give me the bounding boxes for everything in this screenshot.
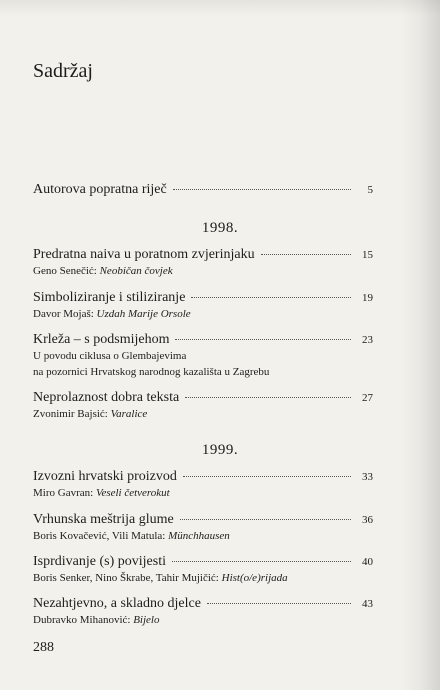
toc-entry-work: Hist(o/e)rijada — [221, 572, 288, 584]
toc-entry-work: Bijelo — [133, 614, 160, 626]
toc-entry — [33, 554, 373, 586]
toc-entry-title: Krleža – s podsmijehom — [33, 332, 170, 347]
toc-entry-page: 36 — [362, 514, 373, 526]
toc-entry-page: 23 — [362, 334, 373, 346]
toc-entry-intro — [33, 182, 373, 198]
toc-entry-page: 33 — [362, 471, 373, 483]
toc-entry-author: Boris Senker, Nino Škrabe, Tahir Mujičić: — [33, 572, 222, 584]
toc-entry-page: 40 — [362, 556, 373, 568]
toc-entry-title: Izvozni hrvatski proizvod — [33, 469, 177, 484]
toc-entry-author: Miro Gavran: — [33, 487, 96, 499]
toc-entry-subtitle — [33, 306, 373, 322]
toc-entry-author: Geno Senečić: — [33, 265, 100, 277]
toc-entry-title: Neprolaznost dobra teksta — [33, 390, 180, 405]
toc-entry-subtitle — [33, 485, 373, 501]
dot-leader — [261, 254, 351, 255]
toc-entry-title: Autorova popratna riječ — [33, 182, 167, 197]
toc-entry-subtitle — [33, 612, 373, 628]
section-year-1998: 1998. — [201, 220, 239, 236]
toc-entry — [33, 469, 373, 501]
toc-entry-author: Dubravko Mihanović: — [33, 614, 134, 626]
toc-entry-author: Boris Kovačević, Vili Matula: — [33, 530, 169, 542]
toc-entry-subtitle — [33, 570, 373, 586]
toc-entry — [33, 596, 373, 628]
toc-entry-work: Neobičan čovjek — [99, 265, 173, 277]
dot-leader — [185, 397, 351, 398]
toc-entry-subtitle — [33, 528, 373, 544]
toc-entry-work: Varalice — [110, 408, 148, 420]
toc-entry-page: 43 — [362, 598, 373, 610]
toc-entry-note: na pozornici Hrvatskog narodnog kazališta u Zagrebu — [33, 366, 270, 378]
toc-entry-title: Vrhunska meštrija glume — [33, 512, 174, 527]
toc-entry-title: Isprdivanje (s) povijesti — [33, 554, 166, 569]
dot-leader — [180, 519, 351, 520]
toc-entry — [33, 247, 373, 279]
toc-entry-title: Nezahtjevno, a skladno djelce — [33, 596, 201, 611]
toc-entry — [33, 390, 373, 422]
toc-entry-work: Veseli četverokut — [95, 487, 170, 499]
toc-entry-title: Simboliziranje i stiliziranje — [33, 290, 186, 305]
page-gutter-shadow — [400, 0, 440, 690]
toc-entry-page: 5 — [367, 184, 373, 196]
dot-leader — [183, 476, 351, 477]
toc-entry — [33, 332, 373, 380]
dot-leader — [173, 189, 351, 190]
dot-leader — [191, 297, 351, 298]
toc-entry-subtitle — [33, 263, 373, 279]
toc-entry-page: 15 — [362, 249, 373, 261]
toc-entry-page: 27 — [362, 392, 373, 404]
page-number: 288 — [33, 640, 54, 655]
toc-entry — [33, 512, 373, 544]
toc-entry-note: U povodu ciklusa o Glembajevima — [33, 350, 187, 362]
toc-entry-page: 19 — [362, 292, 373, 304]
dot-leader — [172, 561, 351, 562]
page-top-shadow — [0, 0, 440, 16]
dot-leader — [207, 603, 351, 604]
page-title: Sadržaj — [33, 60, 93, 82]
toc-entry — [33, 290, 373, 322]
toc-entry-work: Uzdah Marije Orsole — [96, 308, 191, 320]
toc-entry-work: Münchhausen — [168, 530, 230, 542]
toc-entry-author: Davor Mojaš: — [33, 308, 97, 320]
toc-entry-title: Predratna naiva u poratnom zvjerinjaku — [33, 247, 255, 262]
section-year-1999: 1999. — [201, 442, 239, 458]
toc-entry-author: Zvonimir Bajsić: — [33, 408, 111, 420]
dot-leader — [175, 339, 351, 340]
toc-entry-subtitle — [33, 406, 373, 422]
